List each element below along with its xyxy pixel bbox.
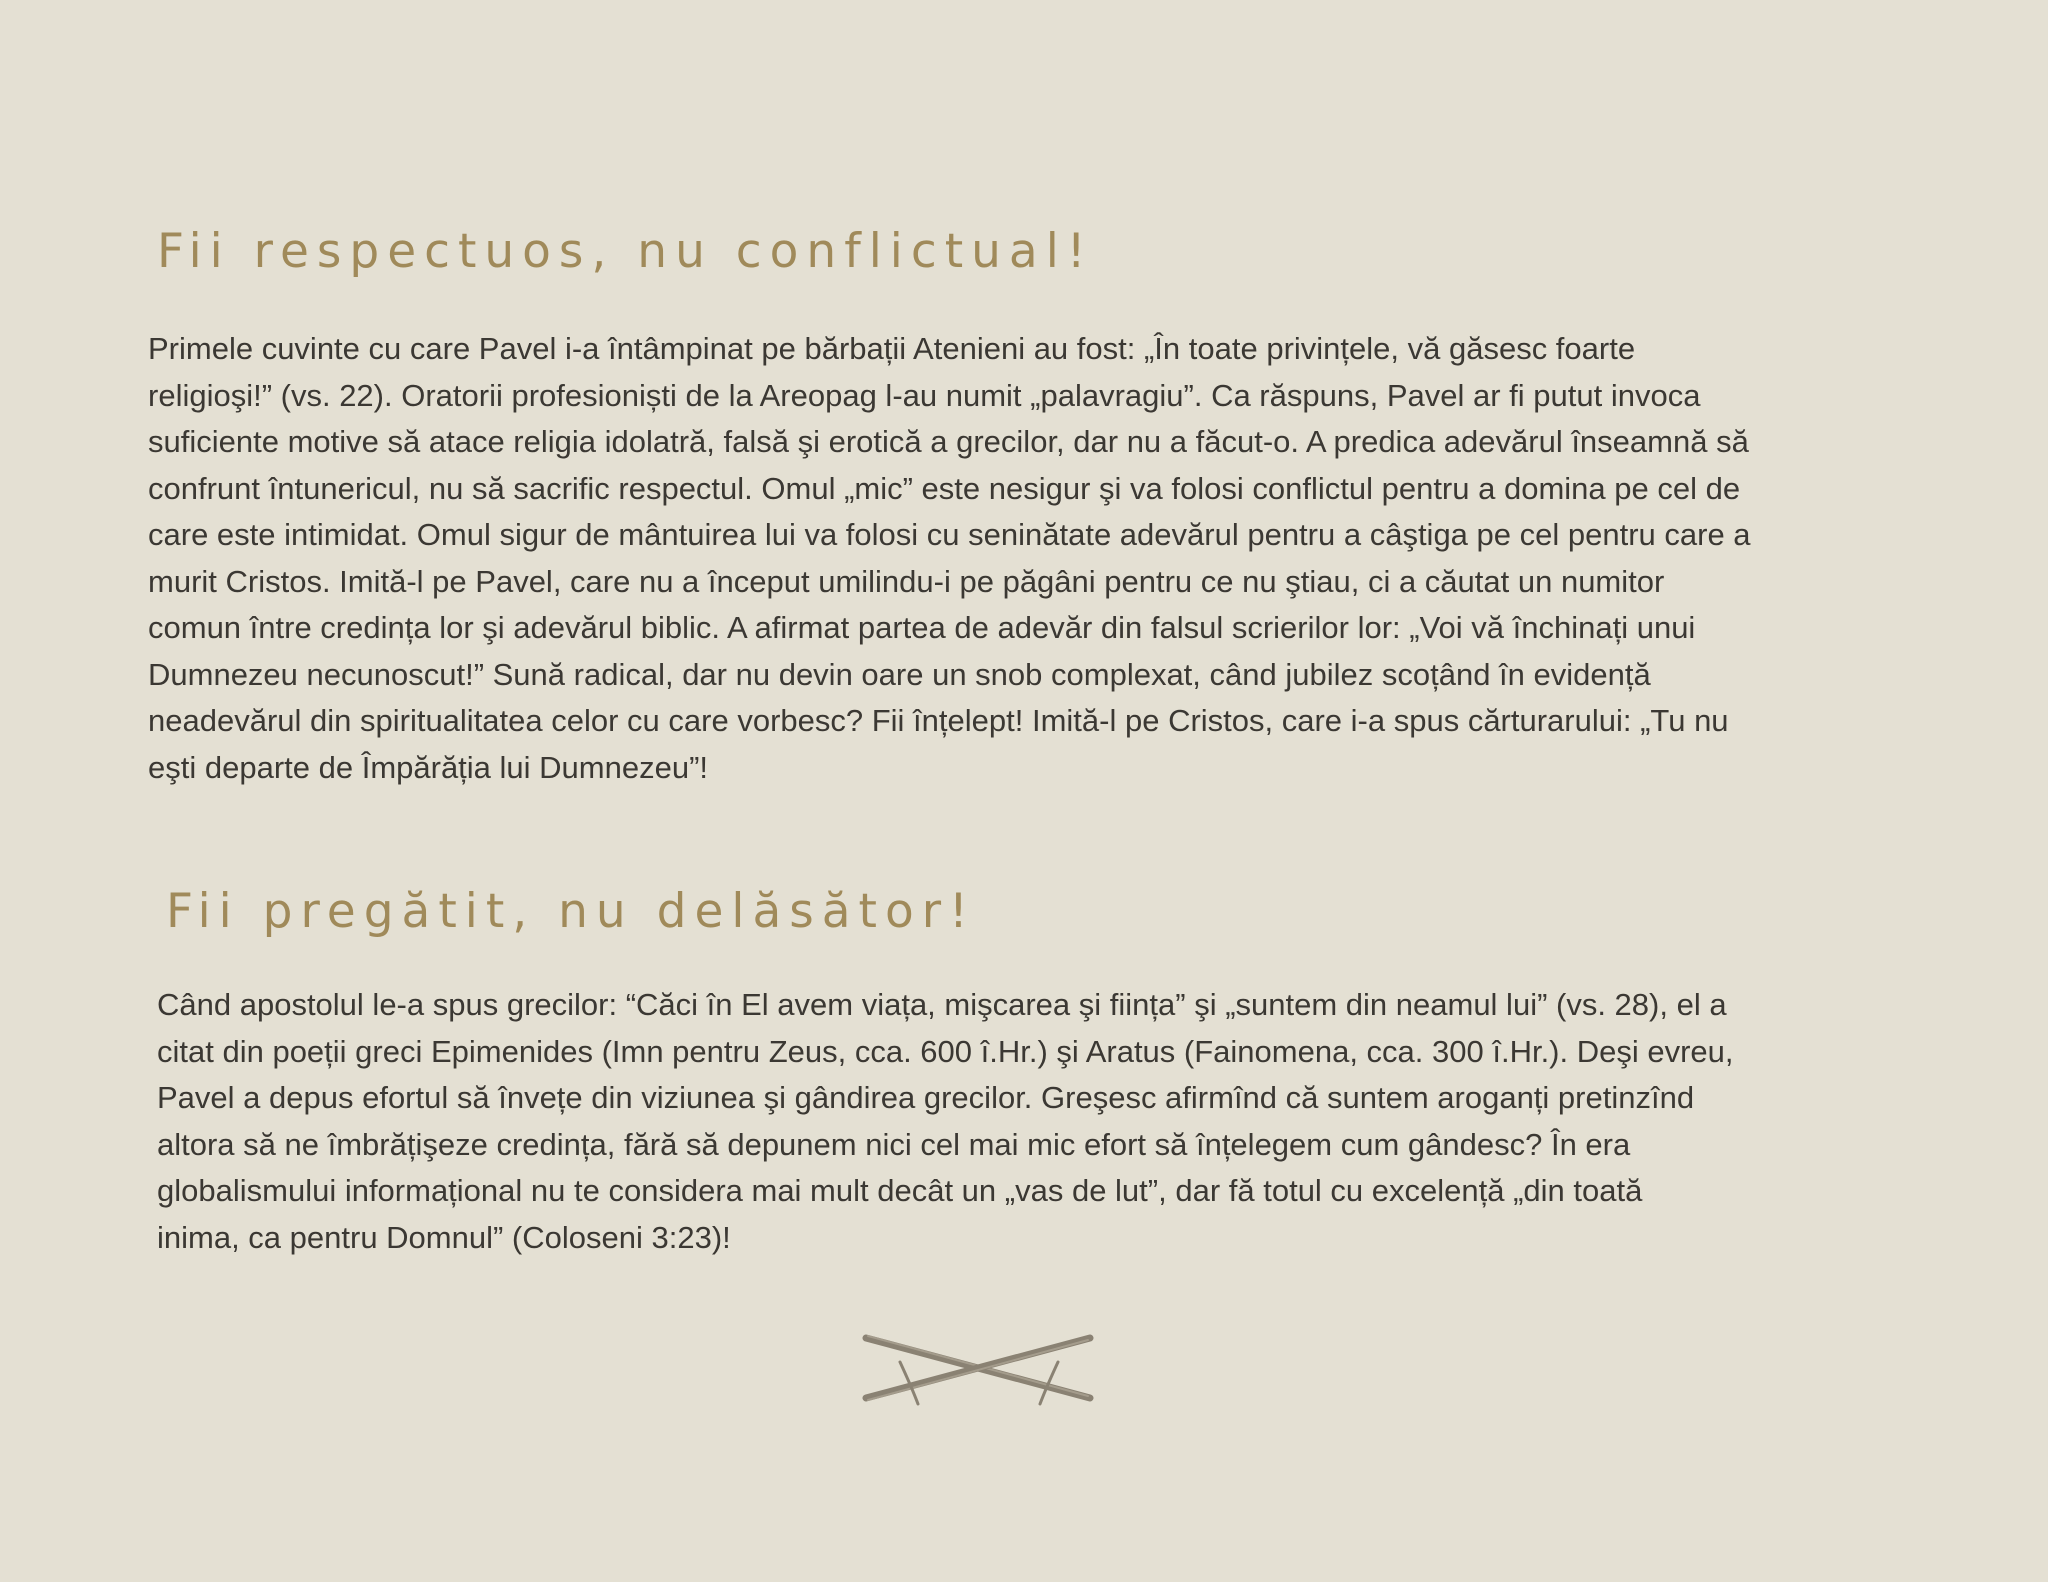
paragraph-line: Când apostolul le-a spus grecilor: “Căci în El avem viața, mişcarea şi ființa” şi „suntem din neamul lui” (vs. 28), el a [157,987,1727,1022]
section-prepared [157,882,1734,1261]
paragraph-line: murit Cristos. Imită-l pe Pavel, care nu a început umilindu-i pe păgâni pentru ce nu ştiau, ci a căutat un numitor [148,563,1665,599]
paragraph-line: inima, ca pentru Domnul” (Coloseni 3:23)! [157,1219,731,1255]
paragraph-line: suficiente motive să atace religia idolatră, falsă şi erotică a grecilor, dar nu a făcut-o. A predica adevărul înseamnă să [148,424,1749,459]
section-respectful [148,222,1751,791]
section-heading: Fii pregătit, nu delăsător! [166,884,976,939]
section-paragraph [148,326,1751,791]
paragraph-line: comun între credința lor şi adevărul biblic. A afirmat partea de adevăr din falsul scrierilor lor: „Voi vă închinați unui [148,610,1696,645]
paragraph-line: altora să ne îmbrățişeze credința, fără să depunem nici cel mai mic efort să înțelegem cum gândesc? În era [157,1126,1631,1162]
paragraph-line: Primele cuvinte cu care Pavel i-a întâmpinat pe bărbații Atenieni au fost: „În toate privințele, vă găsesc foarte [148,331,1636,366]
paragraph-line: citat din poeții greci Epimenides (Imn pentru Zeus, cca. 600 î.Hr.) şi Aratus (Fainomena, cca. 300 î.Hr.). Deşi evreu, [157,1033,1734,1069]
paragraph-line: confrunt întunericul, nu să sacrific respectul. Omul „mic” este nesigur şi va folosi conflictul pentru a domina pe cel de [148,470,1741,506]
paragraph-line: eşti departe de Împărăția lui Dumnezeu”! [148,749,709,785]
paragraph-line: Dumnezeu necunoscut!” Sună radical, dar nu devin oare un snob complexat, când jubilez scoțând în evidență [148,656,1651,692]
paragraph-line: globalismului informațional nu te considera mai mult decât un „vas de lut”, dar fă totul cu excelență „din toată [157,1173,1643,1208]
paragraph-line: neadevărul din spiritualitatea celor cu care vorbesc? Fii înțelept! Imită-l pe Cristos, care i-a spus cărturarului: „Tu nu [148,703,1729,738]
paragraph-line: Pavel a depus efortul să învețe din viziunea şi gândirea grecilor. Greşesc afirmînd că suntem aroganți pretinzînd [157,1080,1695,1115]
paragraph-line: religioşi!” (vs. 22). Oratorii profesioniști de la Areopag l-au numit „palavragiu”. Ca răspuns, Pavel ar fi putut invoca [148,377,1701,413]
section-heading: Fii respectuos, nu conflictual! [157,224,1094,279]
paragraph-line: care este intimidat. Omul sigur de mântuirea lui va folosi cu seninătate adevărul pentru a câştiga pe cel pentru care a [148,517,1751,552]
crossed-swords-icon [858,1318,1098,1418]
section-paragraph [157,982,1734,1261]
